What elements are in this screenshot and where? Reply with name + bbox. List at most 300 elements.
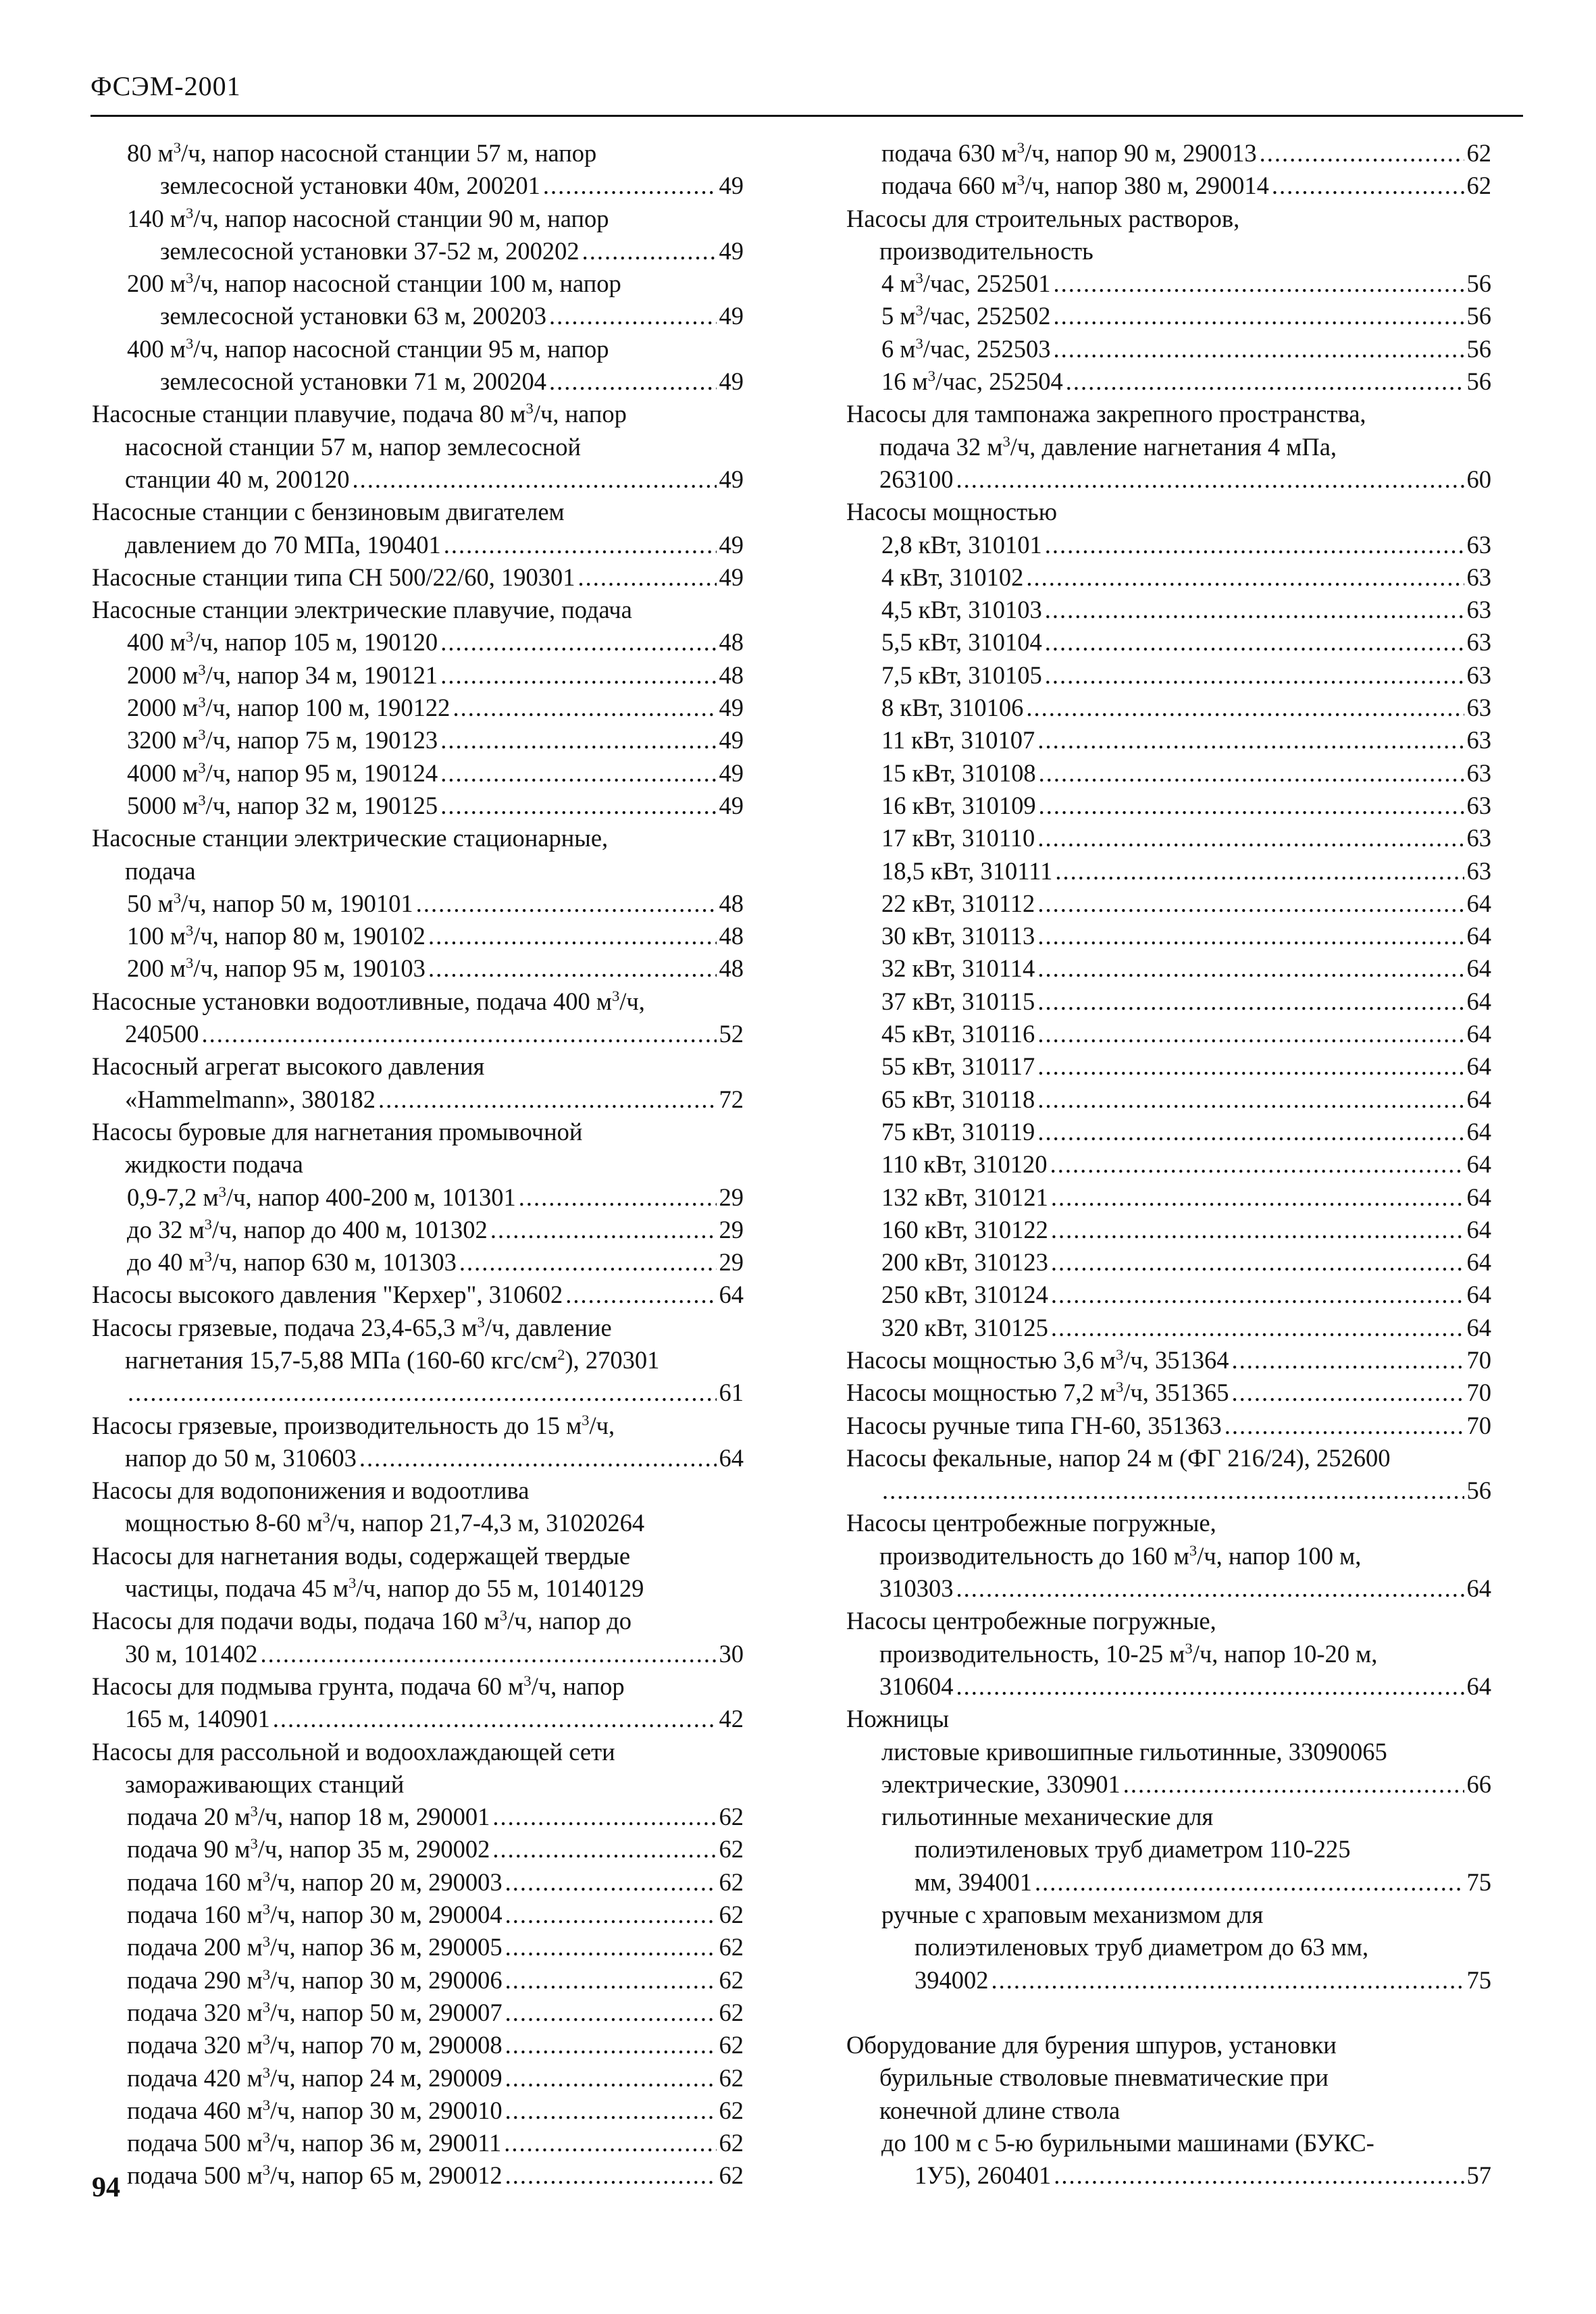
entry-text: 2,8 кВт, 310101 — [881, 530, 1042, 559]
index-entry — [846, 333, 1491, 365]
entry-text: 22 кВт, 310112 — [881, 889, 1035, 917]
dot-leader — [1053, 267, 1464, 300]
entry-text: 200 $м^3/ч$, напор насосной станции 100 м, напор — [127, 269, 621, 298]
entry-text: мм, 394001 — [915, 1868, 1032, 1896]
entry-text: ручные с храповым механизмом для — [881, 1901, 1264, 1929]
entry-page-ref: 56 — [1466, 367, 1491, 396]
index-entry — [92, 1899, 744, 1931]
entry-text: «Hammelmann», 380182 — [125, 1085, 376, 1113]
entry-text: 263100 — [879, 465, 954, 493]
index-entry — [846, 822, 1491, 854]
entry-text: 160 кВт, 310122 — [881, 1215, 1048, 1243]
entry-page-ref: 62 — [719, 1835, 744, 1863]
dot-leader — [1232, 1377, 1464, 1409]
dot-leader — [1225, 1410, 1464, 1442]
dot-leader — [1051, 1181, 1464, 1214]
entry-text: землесосной установки 71 м, 200204 — [160, 367, 546, 396]
dot-leader — [505, 2159, 717, 2192]
index-entry — [846, 920, 1491, 952]
entry-page-ref: 64 — [1466, 1020, 1491, 1048]
entry-page-ref: 62 — [1466, 172, 1491, 200]
entry-text: 200 кВт, 310123 — [881, 1248, 1048, 1277]
dot-leader — [582, 235, 717, 267]
index-entry — [846, 1605, 1491, 1703]
entry-text: 2000 $м^3/ч$, напор 100 м, 190122 — [127, 693, 451, 722]
entry-page-ref: 49 — [719, 759, 744, 787]
dot-leader — [440, 659, 716, 692]
dot-leader — [1037, 1018, 1464, 1050]
index-entry — [92, 790, 744, 822]
entry-page-ref: 62 — [719, 2063, 744, 2092]
entry-page-ref: 64 — [1466, 1672, 1491, 1700]
entry-text: Насосы фекальные, напор 24 м (ФГ 216/24), 252600 — [846, 1443, 1391, 1472]
index-entry — [92, 2094, 744, 2127]
entry-page-ref: 63 — [1466, 791, 1491, 819]
index-entry — [846, 529, 1491, 561]
index-entry — [92, 626, 744, 659]
dot-leader — [1035, 1866, 1464, 1899]
entry-page-ref: 49 — [719, 726, 744, 754]
entry-page-ref: 62 — [1466, 139, 1491, 167]
entry-page-ref: 42 — [719, 1705, 744, 1733]
entry-page-ref: 63 — [1466, 661, 1491, 689]
dot-leader — [202, 1018, 717, 1050]
entry-text: 11 кВт, 310107 — [881, 726, 1035, 754]
entry-text: Насосные станции плавучие, подача 80 $м^3/ч$, напор — [92, 400, 627, 428]
index-entry — [846, 300, 1491, 332]
entry-page-ref: 49 — [719, 530, 744, 559]
entry-text: землесосной установки 63 м, 200203 — [160, 302, 546, 330]
dot-leader — [1039, 757, 1464, 790]
entry-text: 5 $м^3$/час, 252502 — [881, 302, 1051, 330]
entry-page-ref: 29 — [719, 1248, 744, 1277]
index-entry — [846, 1703, 1491, 1735]
dot-leader — [505, 1866, 717, 1899]
dot-leader — [505, 2029, 717, 2061]
entry-page-ref: 75 — [1466, 1965, 1491, 1994]
entry-text: Насосные станции электрические стационарные, — [92, 824, 609, 852]
entry-text: 4 кВт, 310102 — [881, 563, 1024, 591]
index-entry — [846, 1377, 1491, 1409]
dot-leader — [505, 2094, 717, 2127]
dot-leader — [490, 1214, 717, 1246]
entry-text: подача 290 $м^3/ч$, напор 30 м, 290006 — [127, 1965, 503, 1994]
entry-text: подача 200 $м^3/ч$, напор 36 м, 290005 — [127, 1933, 503, 1961]
entry-text: 1У5), 260401 — [915, 2161, 1052, 2190]
dot-leader — [359, 1442, 717, 1474]
entry-page-ref: 56 — [1466, 269, 1491, 298]
dot-leader — [353, 463, 717, 496]
index-entry — [92, 1866, 744, 1899]
entry-page-ref: 64 — [1466, 1183, 1491, 1211]
dot-leader — [1037, 1116, 1464, 1148]
entry-text: насосной станции 57 м, напор землесосной — [125, 432, 582, 461]
entry-page-ref: 56 — [1466, 302, 1491, 330]
entry-page-ref: 70 — [1466, 1411, 1491, 1439]
entry-text: 6 $м^3$/час, 252503 — [881, 334, 1051, 363]
index-entry — [92, 2159, 744, 2192]
entry-page-ref: 64 — [1466, 1117, 1491, 1146]
dot-leader — [578, 561, 717, 594]
index-entry — [846, 1181, 1491, 1214]
entry-text: Насосные станции электрические плавучие, подача — [92, 596, 632, 624]
index-spacer — [846, 1997, 1491, 2029]
dot-leader — [1051, 1279, 1464, 1311]
entry-text: подача 320 $м^3/ч$, напор 50 м, 290007 — [127, 1998, 503, 2026]
entry-text: Насосы центробежные погружные, — [846, 1607, 1216, 1635]
entry-text: 140 $м^3/ч$, напор насосной станции 90 м, напор — [127, 204, 609, 232]
dot-leader — [459, 1246, 717, 1279]
entry-page-ref: 62 — [719, 1868, 744, 1896]
dot-leader — [505, 1964, 717, 1997]
entry-page-ref: 62 — [719, 1933, 744, 1961]
entry-text: 200 $м^3/ч$, напор 95 м, 190103 — [127, 954, 426, 983]
entry-page-ref: 64 — [1466, 1150, 1491, 1179]
dot-leader — [504, 2127, 716, 2159]
dot-leader — [956, 1670, 1464, 1703]
entry-page-ref: 64 — [1466, 1248, 1491, 1277]
entry-text: 75 кВт, 310119 — [881, 1117, 1035, 1146]
dot-leader — [505, 1931, 717, 1963]
dot-leader — [1045, 529, 1464, 561]
index-entry — [846, 1246, 1491, 1279]
entry-page-ref: 49 — [719, 563, 744, 591]
entry-text: Насосы грязевые, производительность до 15 $м^3/ч$, — [92, 1411, 615, 1439]
entry-text: давлением до 70 МПа, 190401 — [125, 530, 441, 559]
dot-leader — [1053, 300, 1464, 332]
header-rule — [91, 115, 1523, 117]
entry-text: Насосы для подмыва грунта, подача 60 $м^3/ч$, напор — [92, 1672, 625, 1700]
entry-text: 7,5 кВт, 310105 — [881, 661, 1042, 689]
entry-page-ref: 52 — [719, 1020, 744, 1048]
index-entry — [846, 561, 1491, 594]
index-entry — [92, 757, 744, 790]
index-entry — [92, 1605, 744, 1670]
index-entry — [92, 561, 744, 594]
entry-text: 16 кВт, 310109 — [881, 791, 1036, 819]
index-entry — [92, 1050, 744, 1116]
dot-leader — [492, 1833, 716, 1866]
entry-text: Насосы для рассольной и водоохлаждающей сети — [92, 1737, 615, 1766]
entry-text: Насосы высокого давления "Керхер", 310602 — [92, 1281, 563, 1309]
index-entry — [846, 1768, 1491, 1801]
entry-page-ref: 63 — [1466, 856, 1491, 885]
entry-text: Насосы мощностью 3,6 $м^3/ч$, 351364 — [846, 1345, 1229, 1374]
entry-page-ref: 70 — [1466, 1379, 1491, 1407]
index-entry — [92, 659, 744, 692]
entry-text: землесосной установки 40м, 200201 — [160, 172, 540, 200]
entry-page-ref: 29 — [719, 1215, 744, 1243]
index-entry — [846, 170, 1491, 202]
dot-leader — [1045, 594, 1464, 626]
entry-page-ref: 30 — [719, 1639, 744, 1668]
index-entry — [846, 2029, 1491, 2127]
dot-leader — [1050, 1148, 1464, 1181]
index-entry — [92, 724, 744, 756]
dot-leader — [1039, 790, 1464, 822]
index-entry — [846, 692, 1491, 724]
index-entry — [92, 1997, 744, 2029]
index-entry — [846, 1083, 1491, 1116]
entry-text: замораживающих станций — [125, 1770, 405, 1798]
index-entry — [92, 267, 744, 333]
entry-text: Насосы мощностью 7,2 $м^3/ч$, 351365 — [846, 1379, 1229, 1407]
dot-leader — [1260, 137, 1464, 170]
index-entry — [92, 952, 744, 985]
index-column-left — [92, 137, 744, 2192]
entry-text: подача 630 $м^3/ч$, напор 90 м, 290013 — [881, 138, 1257, 167]
entry-text: 320 кВт, 310125 — [881, 1313, 1048, 1341]
index-entry — [846, 594, 1491, 626]
entry-text: гильотинные механические для — [881, 1803, 1214, 1831]
index-entry — [846, 1116, 1491, 1148]
entry-text: подача 460 $м^3/ч$, напор 30 м, 290010 — [127, 2096, 503, 2124]
index-entry — [846, 137, 1491, 170]
index-entry — [92, 1736, 744, 1801]
entry-text: подача 500 $м^3/ч$, напор 36 м, 290011 — [127, 2128, 502, 2157]
dot-leader — [956, 463, 1464, 496]
entry-text: 4 $м^3$/час, 252501 — [881, 269, 1051, 298]
entry-text: бурильные стволовые пневматические при — [879, 2063, 1329, 2092]
entry-page-ref: 57 — [1466, 2161, 1491, 2190]
entry-page-ref: 64 — [1466, 987, 1491, 1015]
dot-leader — [1026, 692, 1464, 724]
dot-leader — [453, 692, 716, 724]
entry-text: землесосной установки 37-52 м, 200202 — [160, 236, 580, 265]
dot-leader — [440, 724, 716, 756]
index-entry — [846, 267, 1491, 300]
index-entry — [92, 692, 744, 724]
entry-text: электрические, 330901 — [881, 1770, 1121, 1798]
entry-page-ref: 64 — [1466, 954, 1491, 983]
index-entry — [92, 1801, 744, 1833]
entry-page-ref: 64 — [1466, 1313, 1491, 1341]
index-entry — [846, 1736, 1491, 1768]
entry-text: полиэтиленовых труб диаметром до 63 мм, — [915, 1933, 1369, 1961]
entry-page-ref: 56 — [1466, 334, 1491, 363]
entry-page-ref: 64 — [1466, 922, 1491, 950]
entry-page-ref: 64 — [1466, 1052, 1491, 1081]
entry-page-ref: 64 — [1466, 1215, 1491, 1243]
entry-text: 394002 — [915, 1965, 989, 1994]
index-entry — [92, 1181, 744, 1214]
index-entry — [846, 1148, 1491, 1181]
dot-leader — [1026, 561, 1464, 594]
entry-text: 17 кВт, 310110 — [881, 824, 1035, 852]
index-entry — [846, 985, 1491, 1018]
entry-text: 30 м, 101402 — [125, 1639, 258, 1668]
index-entry — [846, 757, 1491, 790]
entry-text: 8 кВт, 310106 — [881, 694, 1024, 722]
index-entry — [846, 365, 1491, 398]
index-entry — [846, 1050, 1491, 1083]
entry-text: Оборудование для бурения шпуров, установки — [846, 2030, 1337, 2059]
entry-text: 240500 — [125, 1020, 199, 1048]
index-entry — [846, 1507, 1491, 1605]
index-entry — [92, 1474, 744, 1540]
entry-text: производительность до 160 $м^3/ч$, напор 100 м, — [879, 1541, 1362, 1570]
index-entry — [92, 1540, 744, 1605]
entry-text: Насосные станции типа СН 500/22/60, 190301 — [92, 563, 575, 591]
dot-leader — [1053, 333, 1464, 365]
index-entry — [846, 888, 1491, 920]
entry-text: 132 кВт, 310121 — [881, 1183, 1048, 1211]
entry-text: Ножницы — [846, 1705, 950, 1733]
entry-text: нагнетания 15,7-5,88 МПа (160-60 кгс/$см^2$), 270301 — [125, 1345, 660, 1374]
index-entry — [92, 1931, 744, 1963]
entry-text: 165 м, 140901 — [125, 1705, 270, 1733]
entry-text: Насосы грязевые, подача 23,4-65,3 $м^3/ч$, давление — [92, 1313, 612, 1341]
index-entry — [92, 1312, 744, 1410]
index-entry — [92, 2127, 744, 2159]
entry-page-ref: 62 — [719, 2096, 744, 2124]
dot-leader — [440, 790, 716, 822]
dot-leader — [1272, 170, 1464, 202]
dot-leader — [440, 626, 716, 659]
entry-text: жидкости подача — [125, 1150, 303, 1179]
entry-text: 3200 $м^3/ч$, напор 75 м, 190123 — [127, 726, 438, 754]
dot-leader — [1037, 985, 1464, 1018]
dot-leader — [549, 365, 717, 398]
index-entry — [92, 1246, 744, 1279]
index-entry — [92, 1410, 744, 1475]
index-entry — [846, 398, 1491, 496]
dot-leader — [505, 2062, 717, 2094]
dot-leader — [440, 757, 716, 790]
entry-page-ref: 49 — [719, 172, 744, 200]
entry-text: 65 кВт, 310118 — [881, 1085, 1035, 1113]
entry-text: 18,5 кВт, 310111 — [881, 856, 1053, 885]
index-entry — [92, 1279, 744, 1311]
entry-text: 30 кВт, 310113 — [881, 922, 1035, 950]
entry-text: Насосы для тампонажа закрепного пространства, — [846, 400, 1366, 428]
entry-text: 0,9-7,2 $м^3/ч$, напор 400-200 м, 101301 — [127, 1183, 516, 1211]
entry-text: до 40 $м^3/ч$, напор 630 м, 101303 — [127, 1248, 457, 1277]
entry-text: напор до 50 м, 310603 — [125, 1443, 357, 1472]
dot-leader — [565, 1279, 716, 1311]
entry-text: производительность, 10-25 $м^3/ч$, напор 10-20 м, — [879, 1639, 1378, 1668]
entry-page-ref: 75 — [1466, 1868, 1491, 1896]
dot-leader — [1051, 1214, 1464, 1246]
entry-page-ref: 48 — [719, 628, 744, 657]
entry-text: 250 кВт, 310124 — [881, 1281, 1048, 1309]
dot-leader — [428, 920, 717, 952]
entry-page-ref: 48 — [719, 922, 744, 950]
entry-page-ref: 62 — [719, 2161, 744, 2190]
dot-leader — [1054, 2159, 1464, 2192]
dot-leader — [260, 1638, 716, 1670]
entry-page-ref: 63 — [1466, 596, 1491, 624]
entry-page-ref: 49 — [719, 791, 744, 819]
index-entry — [846, 790, 1491, 822]
entry-text: станции 40 м, 200120 — [125, 465, 350, 493]
entry-page-ref: 63 — [1466, 824, 1491, 852]
dot-leader — [1037, 1050, 1464, 1083]
index-entry — [92, 1964, 744, 1997]
index-entry — [846, 1899, 1491, 1997]
index-entry — [846, 1344, 1491, 1377]
entry-text: производительность — [879, 236, 1093, 265]
entry-page-ref: 63 — [1466, 563, 1491, 591]
entry-text: подача 500 $м^3/ч$, напор 65 м, 290012 — [127, 2161, 503, 2190]
entry-page-ref: 49 — [719, 236, 744, 265]
entry-page-ref: 49 — [719, 302, 744, 330]
entry-page-ref: 62 — [719, 1998, 744, 2026]
entry-page-ref: 62 — [719, 2129, 744, 2157]
index-entry — [846, 2127, 1491, 2192]
index-entry — [846, 1442, 1491, 1508]
entry-page-ref: 49 — [719, 367, 744, 396]
index-entry — [92, 496, 744, 561]
dot-leader — [1037, 952, 1464, 985]
dot-leader — [1051, 1312, 1464, 1344]
index-entry — [92, 2062, 744, 2094]
index-entry — [846, 952, 1491, 985]
entry-text: 80 $м^3/ч$, напор насосной станции 57 м, напор — [127, 138, 597, 167]
entry-text: подача 320 $м^3/ч$, напор 70 м, 290008 — [127, 2031, 503, 2059]
entry-text: подача 160 $м^3/ч$, напор 20 м, 290003 — [127, 1868, 503, 1896]
running-header: ФСЭМ-2001 — [91, 71, 241, 101]
entry-text: Насосы мощностью — [846, 498, 1057, 526]
entry-text: 4000 $м^3/ч$, напор 95 м, 190124 — [127, 759, 438, 787]
index-entry — [92, 1670, 744, 1736]
dot-leader — [992, 1964, 1464, 1997]
dot-leader — [416, 888, 717, 920]
entry-text: Насосы центробежные погружные, — [846, 1509, 1216, 1537]
entry-page-ref: 62 — [719, 2031, 744, 2059]
dot-leader — [128, 1377, 717, 1409]
index-entry — [92, 1833, 744, 1866]
entry-text: 37 кВт, 310115 — [881, 987, 1035, 1015]
entry-page-ref: 61 — [719, 1379, 744, 1407]
entry-page-ref: 63 — [1466, 726, 1491, 754]
dot-leader — [428, 952, 717, 985]
entry-page-ref: 63 — [1466, 628, 1491, 657]
entry-page-ref: 62 — [719, 1901, 744, 1929]
index-entry — [92, 594, 744, 626]
entry-page-ref: 70 — [1466, 1345, 1491, 1374]
entry-text: до 100 м с 5-ю бурильными машинами (БУКС- — [881, 2128, 1374, 2157]
entry-text: 310604 — [879, 1672, 954, 1700]
dot-leader — [956, 1572, 1464, 1605]
index-entry — [92, 2029, 744, 2061]
entry-text: 110 кВт, 310120 — [881, 1150, 1048, 1179]
index-entry — [846, 1279, 1491, 1311]
entry-text: 5,5 кВт, 310104 — [881, 628, 1042, 657]
index-entry — [846, 1214, 1491, 1246]
index-entry — [92, 822, 744, 888]
dot-leader — [1045, 659, 1464, 692]
entry-text: 4,5 кВт, 310103 — [881, 596, 1042, 624]
entry-text: 310303 — [879, 1574, 954, 1603]
entry-page-ref: 63 — [1466, 759, 1491, 787]
index-column-right — [846, 137, 1491, 2192]
entry-text: 55 кВт, 310117 — [881, 1052, 1035, 1081]
index-entry — [92, 1214, 744, 1246]
dot-leader — [543, 170, 717, 202]
entry-text: листовые кривошипные гильотинные, 33090065 — [881, 1737, 1387, 1766]
entry-page-ref: 64 — [1466, 1281, 1491, 1309]
index-entry — [92, 1116, 744, 1181]
index-entry — [92, 203, 744, 268]
dot-leader — [492, 1801, 716, 1833]
index-entry — [846, 626, 1491, 659]
dot-leader — [1045, 626, 1464, 659]
entry-text: 100 $м^3/ч$, напор 80 м, 190102 — [127, 921, 426, 950]
index-entry — [846, 1018, 1491, 1050]
index-entry — [846, 1312, 1491, 1344]
index-entry — [846, 659, 1491, 692]
